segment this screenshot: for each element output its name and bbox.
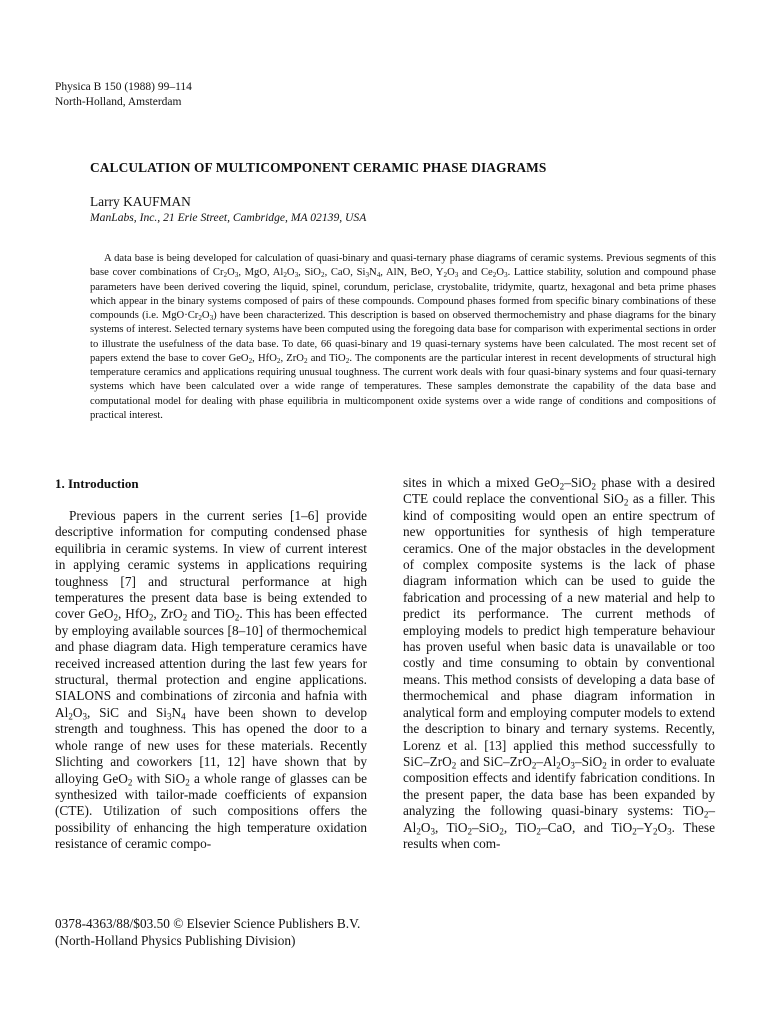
article-title: CALCULATION OF MULTICOMPONENT CERAMIC PHASE DIAGRAMS <box>90 160 547 175</box>
journal-reference: Physica B 150 (1988) 99–114 <box>55 81 192 93</box>
copyright-line: 0378-4363/88/$03.50 © Elsevier Science Publishers B.V. <box>55 916 361 931</box>
author-affiliation: ManLabs, Inc., 21 Erie Street, Cambridge, MA 02139, USA <box>90 211 367 224</box>
section-heading: 1. Introduction <box>55 476 139 491</box>
copyright-footer <box>55 915 360 949</box>
body-column-right: sites in which a mixed GeO$_2$–SiO$_2$ phase with a desired CTE could replace the conventional SiO$_2$ as a filler. This kind of compositing would open an entire spectrum of new opportunities for synthesis of high temperature ceramics. One of the major obstacles in the development of complex composite systems is the lack of phase diagram information which can be used to guide the fabrication and processing of a new material and help to predict its performance. The current methods of employing models to predict high temperature behaviour has proven useful when basic data is unavailable or too costly and time consuming to obtain by conventional means. This method consists of developing a data base of thermochemical and phase diagram information in analytical form and employing computer models to extend the description to binary and ternary systems. Recently, Lorenz et al. [13] applied this method successfully to SiC–ZrO$_2$ and SiC–$ZrO_2-Al_2O_3-SiO_2$ in order to evaluate composition effects and identify fabrication conditions. In the present paper, the data base has been expanded by analyzing the following quasi-binary systems: $TiO_2-Al_2O_3$, TiO$_2$–SiO$_2$, TiO$_2$–CaO, and $TiO_2-Y_2O_3$. These results when com- <box>403 475 716 851</box>
journal-header <box>55 80 192 110</box>
publisher-location: North-Holland, Amsterdam <box>55 96 182 108</box>
publishing-division: (North-Holland Physics Publishing Division) <box>55 933 296 948</box>
author-name: Larry KAUFMAN <box>90 194 191 209</box>
body-column-left: Previous papers in the current series [1–6] provide descriptive information for computing condensed phase equilibria in ceramic systems. In view of current interest in applying ceramic systems in applications requiring toughness [7] and structural performance at high temperatures the present data base is being extended to cover GeO$_2$, HfO$_2$, ZrO$_2$ and TiO$_2$. This has been effected by employing available sources [8–10] of thermochemical and phase diagram data. High temperature ceramics have received increased attention during the last few years for structural, thermal protection and engine applications. SIALONS and combinations of zirconia and hafnia with $Al_2O_3$, SiC and $Si_3N_4$ have been shown to develop strength and toughness. This has opened the door to a whole range of new uses for these materials. Recently Slichting and coworkers [11, 12] have shown that by alloying GeO$_2$ with SiO$_2$ a whole range of glasses can be synthesized with tailor-made coefficients of expansion (CTE). Utilization of such compositions offers the possibility of enhancing the high temperature oxidation resistance of ceramic compo- <box>55 508 368 852</box>
abstract: A data base is being developed for calculation of quasi-binary and quasi-ternary phase diagrams of ceramic systems. Previous segments of this base cover combinations of $Cr_2O_3$, MgO, $Al_2O_3$, SiO$_2$, CaO, $Si_3N_4$, AlN, BeO, $Y_2O_3$ and $Ce_2O_3$. Lattice stability, solution and compound phase parameters have been derived covering the liquid, spinel, corundum, periclase, crystobalite, tridymite, quartz, hexagonal and beta prime phases which appear in the binary systems composed of pairs of these compounds. Compound phases formed from specific binary combinations of these compounds (i.e. $MgO\cdot Cr_2O_3$) have been characterized. This description is based on observed thermochemistry and phase diagrams for the binary systems of interest. Selected ternary systems have been computed using the foregoing data base for comparison with experimental sections in order to illustrate the usefulness of the data base. To date, 66 quasi-binary and 19 quasi-ternary systems have been calculated. The most recent set of papers extend the base to cover GeO$_2$, HfO$_2$, ZrO$_2$ and TiO$_2$. The components are the particular interest in recent developments of structural high temperature ceramics and applications requiring unusual toughness. The current work deals with four quasi-binary systems and four quasi-ternary systems which have been calculated over a wide range of temperatures. These samples demonstrate the capability of the data base and computational model for dealing with phase equilibria in multicomponent oxide systems over a wide range of conditions and compositions of practical interest. <box>90 253 717 421</box>
